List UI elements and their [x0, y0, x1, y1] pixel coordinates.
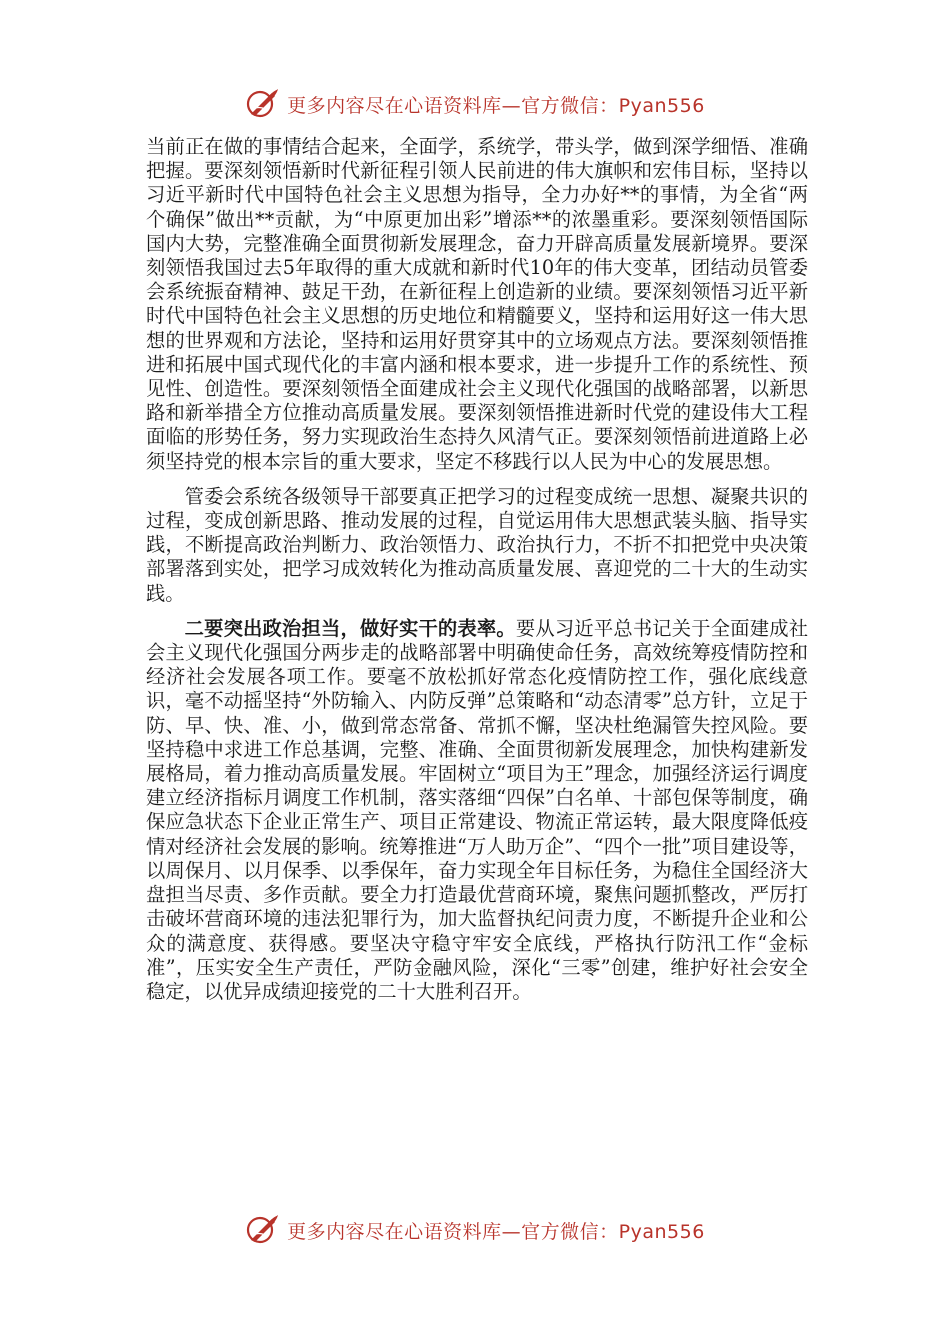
- paragraph-3: [146, 617, 808, 1004]
- quill-pen-logo-icon: [245, 1213, 279, 1247]
- document-body: [146, 135, 808, 1004]
- section-heading: 二要突出政治担当，做好实干的表率。: [184, 616, 516, 640]
- header-banner: [0, 84, 950, 124]
- footer-banner: [0, 1210, 950, 1250]
- banner-text: 更多内容尽在心语资料库—官方微信：Pyan556: [287, 94, 705, 117]
- paragraph-2: 管委会系统各级领导干部要真正把学习的过程变成统一思想、凝聚共识的过程，变成创新思路、推动发展的过程，自觉运用伟大思想武装头脑、指导实践，不断提高政治判断力、政治领悟力、政治执行力，不折不扣把党中央决策部署落到实处，把学习成效转化为推动高质量发展、喜迎党的二十大的生动实践。: [146, 484, 808, 605]
- paragraph-1: 当前正在做的事情结合起来，全面学，系统学，带头学，做到深学细悟、准确把握。要深刻领悟新时代新征程引领人民前进的伟大旗帜和宏伟目标，坚持以习近平新时代中国特色社会主义思想为指导，全力办好**的事情，为全省“两个确保”做出**贡献，为“中原更加出彩”增添**的浓墨重彩。要深刻领悟国际国内大势，完整准确全面贯彻新发展理念，奋力开辟高质量发展新境界。要深刻领悟我国过去5年取得的重大成就和新时代10年的伟大变革，团结动员管委会系统振奋精神、鼓足干劲，在新征程上创造新的业绩。要深刻领悟习近平新时代中国特色社会主义思想的历史地位和精髓要义，坚持和运用好这一伟大思想的世界观和方法论，坚持和运用好贯穿其中的立场观点方法。要深刻领悟推进和拓展中国式现代化的丰富内涵和根本要求，进一步提升工作的系统性、预见性、创造性。要深刻领悟全面建成社会主义现代化强国的战略部署，以新思路和新举措全方位推动高质量发展。要深刻领悟推进新时代党的建设伟大工程面临的形势任务，努力实现政治生态持久风清气正。要深刻领悟前进道路上必须坚持党的根本宗旨的重大要求，坚定不移践行以人民为中心的发展思想。: [146, 135, 808, 473]
- banner-text: 更多内容尽在心语资料库—官方微信：Pyan556: [287, 1220, 705, 1243]
- paragraph-3-body: 要从习近平总书记关于全面建成社会主义现代化强国分两步走的战略部署中明确使命任务，高效统筹疫情防控和经济社会发展各项工作。要毫不放松抓好常态化疫情防控工作，强化底线意识，毫不动摇坚持“外防输入、内防反弹”总策略和“动态清零”总方针，立足于防、早、快、准、小，做到常态常备、常抓不懈，坚决杜绝漏管失控风险。要坚持稳中求进工作总基调，完整、准确、全面贯彻新发展理念，加快构建新发展格局，着力推动高质量发展。牢固树立“项目为王”理念，加强经济运行调度建立经济指标月调度工作机制，落实落细“四保”白名单、十部包保等制度，确保应急状态下企业正常生产、项目正常建设、物流正常运转，最大限度降低疫情对经济社会发展的影响。统筹推进“万人助万企”、“四个一批”项目建设等，以周保月、以月保季、以季保年，奋力实现全年目标任务，为稳住全国经济大盘担当尽责、多作贡献。要全力打造最优营商环境，聚焦问题抓整改，严厉打击破坏营商环境的违法犯罪行为，加大监督执纪问责力度，不断提升企业和公众的满意度、获得感。要坚决守稳守牢安全底线，严格执行防汛工作“金标准”，压实安全生产责任，严防金融风险，深化“三零”创建，维护好社会安全稳定，以优异成绩迎接党的二十大胜利召开。: [146, 616, 809, 1003]
- quill-pen-logo-icon: [245, 87, 279, 121]
